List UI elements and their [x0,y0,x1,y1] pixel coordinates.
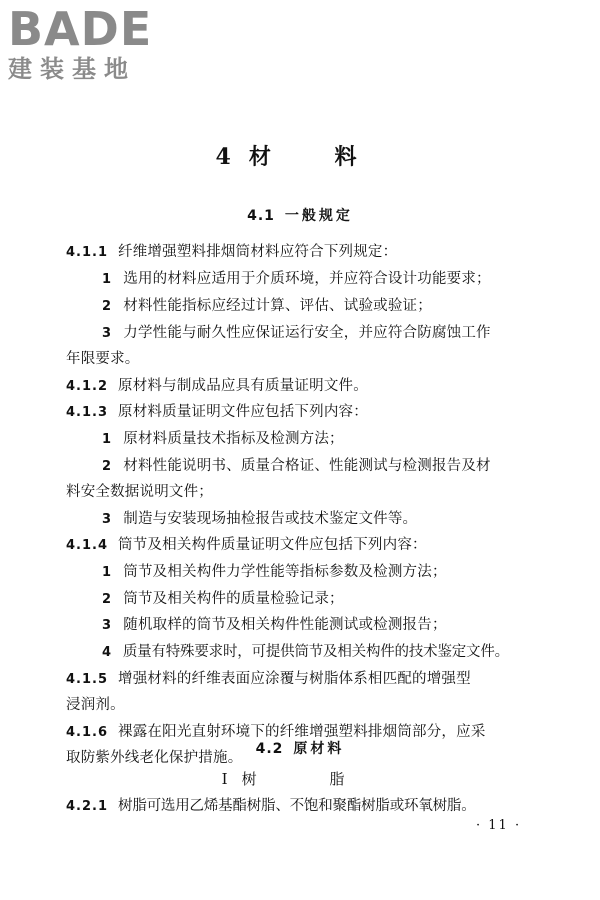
section-title: 一般规定 [284,208,353,224]
clause-number: 4.1.3 [66,405,109,420]
item-number: 3 [102,618,112,633]
clause-text: 树脂可选用乙烯基酯树脂、不饱和聚酯树脂或环氧树脂。 [118,798,476,814]
item-number: 2 [102,459,112,474]
item-line [102,427,536,448]
page-number: · 11 · [476,818,522,833]
item-number: 1 [102,272,112,287]
clause-text: 增强材料的纤维表面应涂覆与树脂体系相匹配的增强型 [118,671,471,687]
subsection-number: Ⅰ [221,770,234,788]
item-text: 材料性能说明书、质量合格证、性能测试与检测报告及材 [123,458,491,474]
publisher-logo [8,2,173,84]
section-heading-4-2 [0,738,600,758]
item-number: 4 [102,645,111,660]
clause-text: 筒节及相关构件质量证明文件应包括下列内容： [118,537,427,553]
item-line [102,507,536,528]
chapter-number: 4 [215,144,235,170]
clause-line [66,374,536,395]
chapter-title: 材 料 [248,144,385,170]
item-text: 制造与安装现场抽检报告或技术鉴定文件等。 [123,511,418,527]
logo-subtitle: 建装基地 [8,55,136,83]
clause-number: 4.1.2 [66,379,109,394]
item-number: 3 [102,512,112,527]
clause-line [66,533,536,554]
clause-number: 4.2.1 [66,799,109,814]
item-text: 原材料质量技术指标及检测方法； [123,431,344,447]
item-number: 1 [102,565,112,580]
clause-number: 4.1.6 [66,725,109,740]
item-text: 材料性能指标应经过计算、评估、试验或验证； [123,298,432,314]
chapter-heading [0,140,600,171]
clause-line [66,240,536,261]
clause-text: 裸露在阳光直射环境下的纤维增强塑料排烟筒部分，应采 [118,724,486,740]
item-line [102,294,536,315]
clause-text: 原材料质量证明文件应包括下列内容： [118,404,368,420]
item-number: 1 [102,432,112,447]
continuation-line: 年限要求。 [66,351,140,367]
continuation-line: 浸润剂。 [66,697,125,713]
item-line [102,640,536,661]
section-number: 4.2 [255,741,284,757]
clause-number: 4.1.5 [66,672,109,687]
section-heading-4-1 [0,205,600,225]
clause-number: 4.1.1 [66,245,109,260]
item-number: 2 [102,299,112,314]
logo-brand: BADE [8,2,153,56]
continuation-line: 取防紫外线老化保护措施。 [66,750,243,766]
item-line [102,560,536,581]
item-text: 力学性能与耐久性应保证运行安全，并应符合防腐蚀工作 [123,325,491,341]
item-text: 筒节及相关构件力学性能等指标参数及检测方法； [123,564,447,580]
item-line [102,267,536,288]
section-title: 原材料 [293,741,345,757]
item-text: 随机取样的筒节及相关构件性能测试或检测报告； [123,617,447,633]
clause-number: 4.1.4 [66,538,109,553]
subsection-heading [0,768,600,789]
clause-line [66,667,536,688]
item-number: 3 [102,326,112,341]
clause-text: 原材料与制成品应具有质量证明文件。 [118,378,368,394]
item-text: 筒节及相关构件的质量检验记录； [123,591,344,607]
item-number: 2 [102,592,112,607]
item-line [102,454,536,475]
item-line [102,321,536,342]
item-line [102,587,536,608]
section-number: 4.1 [247,208,275,224]
item-text: 选用的材料应适用于介质环境，并应符合设计功能要求； [123,271,491,287]
clause-text: 纤维增强塑料排烟筒材料应符合下列规定： [118,244,398,260]
item-line [102,613,536,634]
clause-line [66,794,536,815]
clause-line [66,400,536,421]
item-text: 质量有特殊要求时，可提供筒节及相关构件的技术鉴定文件。 [122,644,509,660]
continuation-line: 料安全数据说明文件； [66,484,213,500]
subsection-title: 树 脂 [241,770,379,788]
